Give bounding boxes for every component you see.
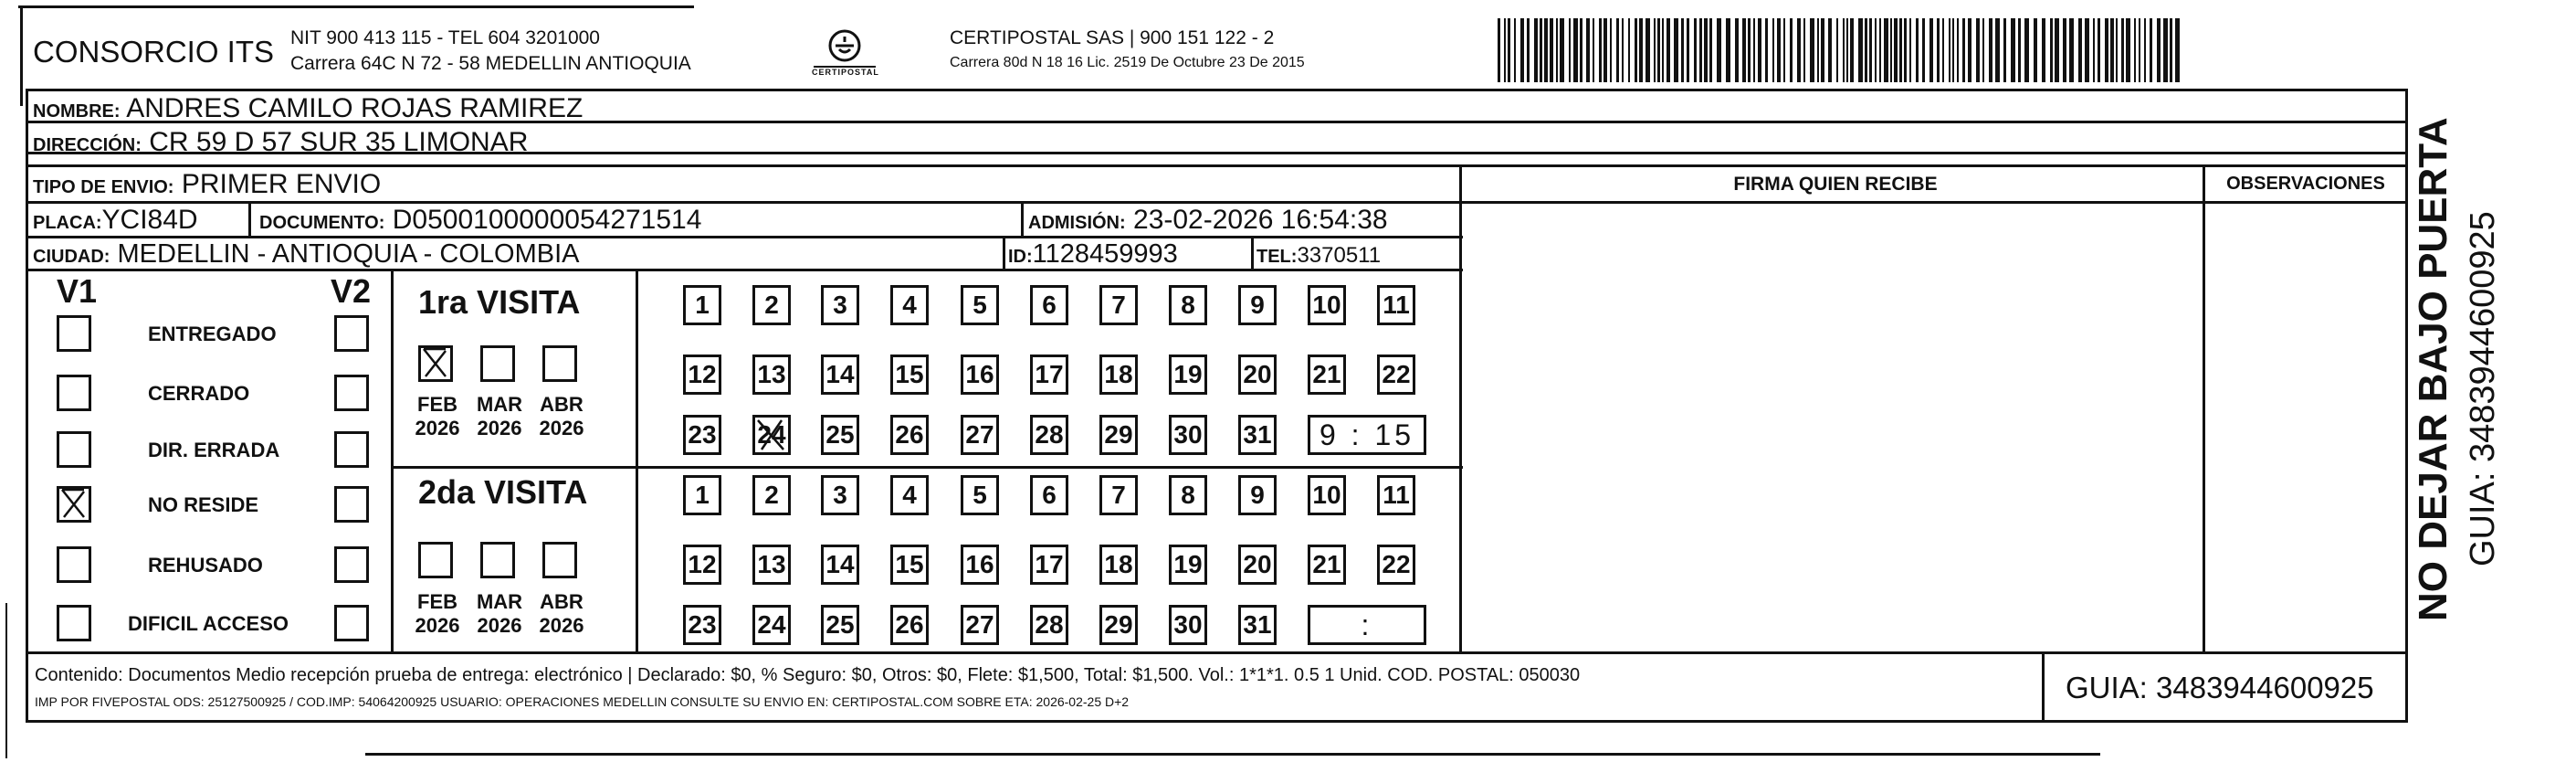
visit2-day-box[interactable]: 15 <box>890 545 929 585</box>
barcode <box>1498 18 2182 82</box>
visit1-day-box[interactable]: 26 <box>890 415 929 455</box>
name-row: NOMBRE: ANDRES CAMILO ROJAS RAMIREZ <box>33 93 584 123</box>
visit2-day-box[interactable]: 2 <box>752 475 791 515</box>
visit2-day-box[interactable]: 27 <box>961 605 999 645</box>
visit1-day-box[interactable]: 18 <box>1099 355 1138 395</box>
tel-cell: TEL:3370511 <box>1256 243 1382 268</box>
certipostal-logo: CERTIPOSTAL <box>808 26 881 84</box>
visit2-day-box[interactable]: 22 <box>1377 545 1415 585</box>
visit2-day-box[interactable]: 6 <box>1030 475 1068 515</box>
visit2-day-box[interactable]: 28 <box>1030 605 1068 645</box>
v2-checkbox[interactable] <box>334 375 369 411</box>
id-number: 1128459993 <box>1032 239 1178 269</box>
id-cell: ID:1128459993 <box>1008 239 1178 269</box>
visit1-day-box[interactable]: 9 <box>1238 285 1277 325</box>
visit1-month-checkbox[interactable] <box>480 345 515 382</box>
visit2-day-box[interactable]: 18 <box>1099 545 1138 585</box>
visit2-month-label: ABR 2026 <box>539 590 584 637</box>
visit2-day-box[interactable]: 21 <box>1308 545 1346 585</box>
v1-checkbox[interactable] <box>57 375 91 411</box>
signature-header: FIRMA QUIEN RECIBE <box>1733 174 1938 195</box>
v1-checkbox[interactable] <box>57 605 91 641</box>
visit1-day-box[interactable]: 21 <box>1308 355 1346 395</box>
visit2-day-box[interactable]: 29 <box>1099 605 1138 645</box>
visit1-day-box[interactable]: 28 <box>1030 415 1068 455</box>
admission-cell: ADMISIÓN: 23-02-2026 16:54:38 <box>1028 205 1388 235</box>
visit2-day-box[interactable]: 31 <box>1238 605 1277 645</box>
recipient-name: ANDRES CAMILO ROJAS RAMIREZ <box>126 93 584 123</box>
visit2-day-box[interactable]: 1 <box>683 475 721 515</box>
city: MEDELLIN - ANTIOQUIA - COLOMBIA <box>117 239 580 269</box>
visit2-day-box[interactable]: 30 <box>1169 605 1207 645</box>
visit1-day-box[interactable]: 11 <box>1377 285 1415 325</box>
visit2-month-label: MAR 2026 <box>476 590 523 637</box>
courier-line2: Carrera 80d N 18 16 Lic. 2519 De Octubre 23 De 2015 <box>950 55 1305 70</box>
ship-type-row: TIPO DE ENVIO: PRIMER ENVIO <box>33 169 382 199</box>
visit1-day-box[interactable]: 1 <box>683 285 721 325</box>
visit2-month-checkbox[interactable] <box>418 542 453 578</box>
visit2-day-box[interactable]: 4 <box>890 475 929 515</box>
visit2-day-box[interactable]: 13 <box>752 545 791 585</box>
visit1-day-box[interactable]: 14 <box>821 355 859 395</box>
v1-checkbox[interactable] <box>57 315 91 352</box>
side-guia: GUIA: 3483944600925 <box>2464 211 2502 566</box>
visit2-day-box[interactable]: 14 <box>821 545 859 585</box>
frame-line <box>18 5 694 8</box>
ship-type: PRIMER ENVIO <box>181 169 382 199</box>
footer-print-line: IMP POR FIVEPOSTAL ODS: 25127500925 / COD.IMP: 54064200925 USUARIO: OPERACIONES MEDELLIN CONSULTE SU ENVIO EN: CERTIPOSTAL.COM SOBRE ETA: 2026-02-25 D+2 <box>35 694 1130 709</box>
status-option-label: REHUSADO <box>148 554 263 577</box>
address-row: DIRECCIÓN: CR 59 D 57 SUR 35 LIMONAR <box>33 127 529 157</box>
visit2-day-box[interactable]: 16 <box>961 545 999 585</box>
visit1-month-checkbox[interactable] <box>542 345 577 382</box>
v2-checkbox[interactable] <box>334 605 369 641</box>
visit2-month-checkbox[interactable] <box>542 542 577 578</box>
v1-checkbox[interactable] <box>57 431 91 468</box>
visit1-day-box[interactable]: 3 <box>821 285 859 325</box>
v2-checkbox[interactable] <box>334 546 369 583</box>
address-line: Carrera 64C N 72 - 58 MEDELLIN ANTIOQUIA <box>290 53 691 74</box>
v2-checkbox[interactable] <box>334 431 369 468</box>
visit1-day-box[interactable]: 13 <box>752 355 791 395</box>
footer-content-line: Contenido: Documentos Medio recepción prueba de entrega: electrónico | Declarado: $0, % Seguro: $0, Otros: $0, Flete: $1,500, Total: $1,500. Vol.: 1*1*1. 0.5 1 Unid. COD. POSTAL: 050030 <box>35 665 1581 685</box>
frame-line <box>20 5 23 106</box>
status-option-label: DIR. ERRADA <box>148 439 280 461</box>
city-cell: CIUDAD: MEDELLIN - ANTIOQUIA - COLOMBIA <box>33 239 580 269</box>
recipient-address: CR 59 D 57 SUR 35 LIMONAR <box>149 127 529 157</box>
visit2-day-box[interactable]: 10 <box>1308 475 1346 515</box>
visit1-day-box[interactable]: 4 <box>890 285 929 325</box>
status-option-label: CERRADO <box>148 382 250 405</box>
visit2-day-box[interactable]: 5 <box>961 475 999 515</box>
visit1-day-box[interactable]: 5 <box>961 285 999 325</box>
visit2-month-checkbox[interactable] <box>480 542 515 578</box>
visit1-month-checkbox[interactable] <box>418 345 453 382</box>
visit2-day-box[interactable]: 7 <box>1099 475 1138 515</box>
visit1-day-box[interactable]: 17 <box>1030 355 1068 395</box>
visit2-time-box[interactable]: : <box>1308 605 1426 645</box>
visit2-day-box[interactable]: 9 <box>1238 475 1277 515</box>
admission-datetime: 23-02-2026 16:54:38 <box>1133 205 1388 235</box>
visit1-day-box[interactable]: 8 <box>1169 285 1207 325</box>
plate-cell: PLACA:YCI84D <box>33 205 198 235</box>
visit1-day-box[interactable]: 16 <box>961 355 999 395</box>
tel-number: 3370511 <box>1297 243 1382 268</box>
visit1-day-box[interactable]: 31 <box>1238 415 1277 455</box>
v2-checkbox[interactable] <box>334 486 369 523</box>
courier-line1: CERTIPOSTAL SAS | 900 151 122 - 2 <box>950 27 1275 48</box>
visit1-day-box[interactable]: 27 <box>961 415 999 455</box>
visit1-day-box[interactable]: 19 <box>1169 355 1207 395</box>
document-number: D0500100000054271514 <box>392 205 702 235</box>
visit1-day-box[interactable]: 29 <box>1099 415 1138 455</box>
visit2-title: 2da VISITA <box>418 473 588 511</box>
plate: YCI84D <box>101 205 198 235</box>
visit2-day-box[interactable]: 3 <box>821 475 859 515</box>
visit2-day-box[interactable]: 11 <box>1377 475 1415 515</box>
visit2-day-box[interactable]: 8 <box>1169 475 1207 515</box>
visit2-day-box[interactable]: 20 <box>1238 545 1277 585</box>
visit2-day-box[interactable]: 24 <box>752 605 791 645</box>
document-cell: DOCUMENTO: D0500100000054271514 <box>259 205 702 235</box>
visit1-day-box[interactable]: 12 <box>683 355 721 395</box>
visit1-day-box[interactable]: 6 <box>1030 285 1068 325</box>
visit2-day-box[interactable]: 25 <box>821 605 859 645</box>
v2-checkbox[interactable] <box>334 315 369 352</box>
v1-checkbox[interactable] <box>57 486 91 523</box>
v1-header: V1 <box>57 272 98 310</box>
visit1-month-label: FEB 2026 <box>415 393 460 439</box>
visit1-month-label: MAR 2026 <box>476 393 523 439</box>
observations-header: OBSERVACIONES <box>2226 174 2385 194</box>
visit1-day-box[interactable]: 2 <box>752 285 791 325</box>
visit2-day-box[interactable]: 12 <box>683 545 721 585</box>
visit2-day-box[interactable]: 23 <box>683 605 721 645</box>
visit2-day-box[interactable]: 19 <box>1169 545 1207 585</box>
visit1-month-label: ABR 2026 <box>539 393 584 439</box>
side-warning: NO DEJAR BAJO PUERTA <box>2411 117 2455 621</box>
visit1-day-box[interactable]: 7 <box>1099 285 1138 325</box>
visit1-day-box[interactable]: 22 <box>1377 355 1415 395</box>
visit1-day-box[interactable]: 25 <box>821 415 859 455</box>
visit1-day-box[interactable]: 20 <box>1238 355 1277 395</box>
visit1-day-box[interactable]: 23 <box>683 415 721 455</box>
status-option-label: DIFICIL ACCESO <box>128 612 289 635</box>
footer-guia: GUIA: 3483944600925 <box>2066 671 2374 704</box>
status-option-label: ENTREGADO <box>148 323 277 345</box>
v2-header: V2 <box>331 272 372 310</box>
nit-line: NIT 900 413 115 - TEL 604 3201000 <box>290 27 600 48</box>
frame-line <box>365 753 2100 756</box>
visit1-day-box[interactable]: 30 <box>1169 415 1207 455</box>
visit1-day-box[interactable]: 10 <box>1308 285 1346 325</box>
visit1-title: 1ra VISITA <box>418 283 581 321</box>
visit1-time-box[interactable]: 9 : 15 <box>1308 415 1426 455</box>
company-name: CONSORCIO ITS <box>33 35 275 69</box>
frame-line <box>5 603 7 758</box>
v1-checkbox[interactable] <box>57 546 91 583</box>
visit2-day-box[interactable]: 17 <box>1030 545 1068 585</box>
status-option-label: NO RESIDE <box>148 493 259 516</box>
visit1-day-box[interactable]: 24 <box>752 415 791 455</box>
visit2-month-label: FEB 2026 <box>415 590 460 637</box>
visit1-day-box[interactable]: 15 <box>890 355 929 395</box>
visit2-day-box[interactable]: 26 <box>890 605 929 645</box>
